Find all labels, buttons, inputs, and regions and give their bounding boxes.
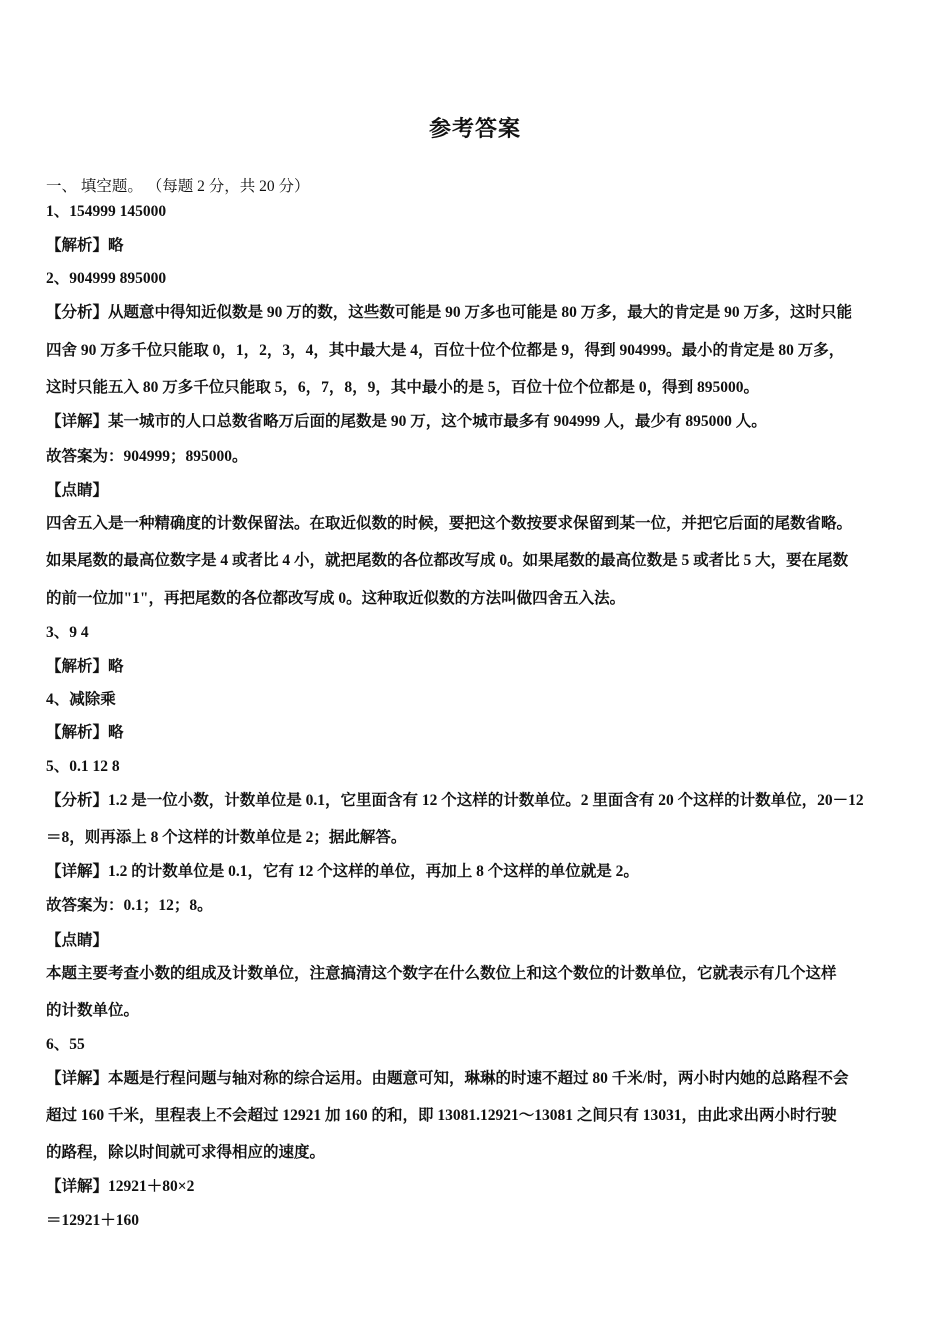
answer-line: 5、0.1 12 8 (46, 758, 120, 775)
paragraph-line: 本题主要考查小数的组成及计数单位，注意搞清这个数字在什么数位上和这个数位的计数单位，它就表示有几个这样 (46, 965, 837, 982)
paragraph-line: 如果尾数的最高位数字是 4 或者比 4 小，就把尾数的各位都改写成 0。如果尾数的最高位数是 5 或者比 5 大，要在尾数 (46, 552, 849, 569)
paragraph-line: 【详解】某一城市的人口总数省略万后面的尾数是 90 万，这个城市最多有 904999 人，最少有 895000 人。 (46, 413, 767, 430)
paragraph-line: 的计数单位。 (46, 1002, 140, 1019)
analysis-line: 【解析】略 (46, 658, 124, 675)
paragraph-line: 的路程，除以时间就可求得相应的速度。 (46, 1144, 326, 1161)
paragraph-line: 【点睛】 (46, 932, 109, 949)
paragraph-line: 【详解】12921＋80×2 (46, 1178, 195, 1195)
answer-line: 6、55 (46, 1036, 85, 1053)
paragraph-line: 【点睛】 (46, 482, 109, 499)
paragraph-line: 【详解】本题是行程问题与轴对称的综合运用。由题意可知，琳琳的时速不超过 80 千米/时，两小时内她的总路程不会 (46, 1070, 849, 1087)
answer-line: 4、减除乘 (46, 691, 116, 708)
paragraph-line: 故答案为：0.1；12；8。 (46, 897, 213, 914)
paragraph-line: 的前一位加"1"，再把尾数的各位都改写成 0。这种取近似数的方法叫做四舍五入法。 (46, 590, 626, 607)
page-title: 参考答案 (428, 117, 521, 142)
paragraph-line: 四舍 90 万多千位只能取 0，1，2，3，4，其中最大是 4，百位十位个位都是 9，得到 904999。最小的肯定是 80 万多， (46, 342, 845, 359)
analysis-line: 【解析】略 (46, 724, 124, 741)
paragraph-line: 【分析】从题意中得知近似数是 90 万的数，这些数可能是 90 万多也可能是 80 万多，最大的肯定是 90 万多，这时只能 (46, 304, 853, 321)
paragraph-line: 【分析】1.2 是一位小数，计数单位是 0.1，它里面含有 12 个这样的计数单位。2 里面含有 20 个这样的计数单位，20－12 (46, 792, 864, 809)
paragraph-line: ＝12921＋160 (46, 1212, 140, 1229)
paragraph-line: 故答案为：904999；895000。 (46, 448, 248, 465)
paragraph-line: 四舍五入是一种精确度的计数保留法。在取近似数的时候，要把这个数按要求保留到某一位，并把它后面的尾数省略。 (46, 515, 853, 532)
answer-line: 3、9 4 (46, 624, 89, 641)
answer-line: 2、904999 895000 (46, 270, 167, 287)
analysis-line: 【解析】略 (46, 237, 124, 254)
paragraph-line: ＝8，则再添上 8 个这样的计数单位是 2；据此解答。 (46, 829, 407, 846)
paragraph-line: 【详解】1.2 的计数单位是 0.1，它有 12 个这样的单位，再加上 8 个这样的单位就是 2。 (46, 863, 639, 880)
answer-line: 1、154999 145000 (46, 203, 167, 220)
paragraph-line: 这时只能五入 80 万多千位只能取 5，6，7，8，9，其中最小的是 5，百位十位个位都是 0，得到 895000。 (46, 379, 760, 396)
paragraph-line: 超过 160 千米，里程表上不会超过 12921 加 160 的和，即 13081.12921～13081 之间只有 13031，由此求出两小时行驶 (46, 1107, 837, 1124)
section-heading: 一、 填空题。 （每题 2 分，共 20 分） (46, 178, 310, 195)
